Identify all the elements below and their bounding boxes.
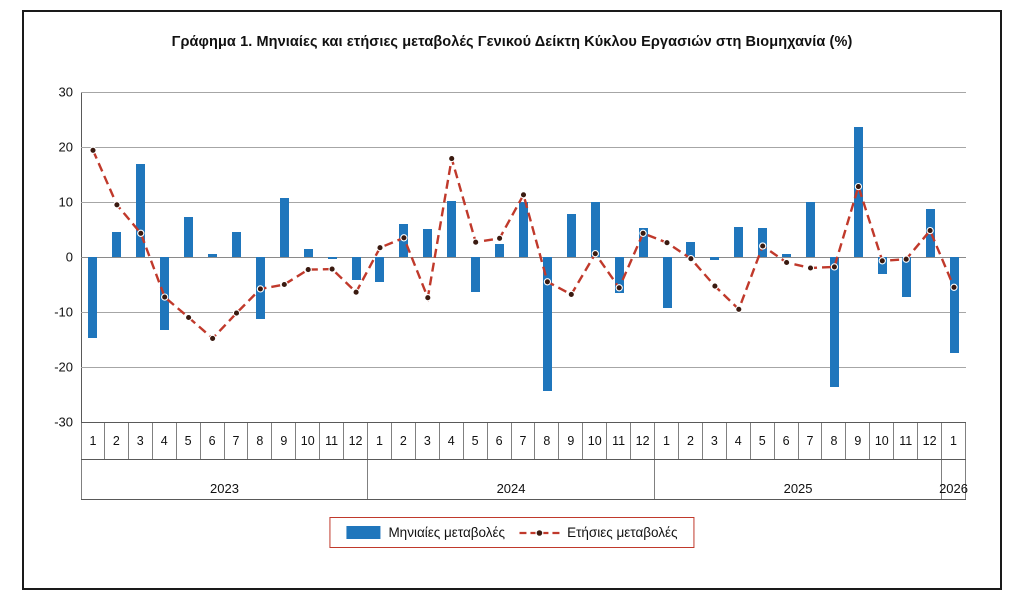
month-tick-label: 9 — [272, 423, 296, 459]
month-tick-label: 4 — [440, 423, 464, 459]
month-tick-label: 5 — [751, 423, 775, 459]
month-tick-label: 10 — [583, 423, 607, 459]
legend-item-annual — [519, 525, 678, 540]
y-axis-tick-label: 0 — [65, 249, 73, 265]
line-marker — [449, 156, 455, 162]
month-tick-label: 12 — [344, 423, 368, 459]
month-tick-label: 4 — [153, 423, 177, 459]
line-marker — [951, 284, 957, 290]
month-tick-label: 2 — [392, 423, 416, 459]
annual-change-line — [93, 150, 954, 338]
line-marker — [329, 266, 335, 272]
line-marker — [592, 251, 598, 257]
line-marker — [807, 265, 813, 271]
line-marker — [425, 295, 431, 301]
line-marker — [162, 294, 168, 300]
month-tick-label: 7 — [512, 423, 536, 459]
y-axis-tick-label: 10 — [58, 194, 73, 210]
month-tick-label: 9 — [559, 423, 583, 459]
line-marker — [640, 230, 646, 236]
y-axis-tick-label: 30 — [58, 84, 73, 100]
month-tick-label: 6 — [775, 423, 799, 459]
line-marker — [760, 243, 766, 249]
line-marker — [544, 279, 550, 285]
line-marker — [831, 264, 837, 270]
plot-area — [54, 84, 966, 430]
year-axis — [81, 460, 966, 500]
line-marker — [712, 283, 718, 289]
month-axis — [81, 422, 966, 460]
month-tick-label: 1 — [368, 423, 392, 459]
month-tick-label: 1 — [655, 423, 679, 459]
line-series — [81, 92, 966, 422]
month-tick-label: 12 — [918, 423, 942, 459]
month-tick-label: 9 — [846, 423, 870, 459]
line-marker — [855, 184, 861, 190]
line-marker — [233, 310, 239, 316]
line-marker — [520, 192, 526, 198]
legend-line-swatch-icon — [519, 527, 559, 539]
month-tick-label: 7 — [799, 423, 823, 459]
line-marker — [736, 306, 742, 312]
line-marker — [281, 281, 287, 287]
line-marker — [473, 239, 479, 245]
month-tick-label: 3 — [129, 423, 153, 459]
y-axis-tick-label: -30 — [54, 414, 73, 430]
line-marker — [114, 202, 120, 208]
line-marker — [784, 259, 790, 265]
month-tick-label: 12 — [631, 423, 655, 459]
line-marker — [688, 256, 694, 262]
line-marker — [903, 256, 909, 262]
line-marker — [879, 258, 885, 264]
legend-bar-swatch-icon — [346, 526, 380, 539]
year-tick-label: 2023 — [81, 460, 368, 499]
month-tick-label: 2 — [105, 423, 129, 459]
chart-legend — [329, 517, 694, 548]
y-axis-tick-label: -10 — [54, 304, 73, 320]
y-axis-tick-label: -20 — [54, 359, 73, 375]
legend-item-monthly — [346, 525, 505, 540]
month-tick-label: 11 — [320, 423, 344, 459]
month-tick-label: 5 — [177, 423, 201, 459]
legend-label-annual: Ετήσιες μεταβολές — [567, 525, 678, 540]
month-tick-label: 2 — [679, 423, 703, 459]
month-tick-label: 5 — [464, 423, 488, 459]
line-marker — [138, 230, 144, 236]
chart-title: Γράφημα 1. Μηνιαίες και ετήσιες μεταβολές Γενικού Δείκτη Κύκλου Εργασιών στη Βιομηχανία (%) — [171, 34, 853, 50]
line-marker — [305, 267, 311, 273]
month-tick-label: 8 — [822, 423, 846, 459]
line-marker — [568, 291, 574, 297]
year-tick-label: 2025 — [655, 460, 942, 499]
month-tick-label: 7 — [225, 423, 249, 459]
month-tick-label: 8 — [248, 423, 272, 459]
line-marker — [353, 289, 359, 295]
month-tick-label: 11 — [607, 423, 631, 459]
year-tick-label: 2026 — [942, 460, 966, 499]
month-tick-label: 3 — [416, 423, 440, 459]
month-tick-label: 10 — [296, 423, 320, 459]
legend-label-monthly: Μηνιαίες μεταβολές — [388, 525, 506, 540]
year-tick-label: 2024 — [368, 460, 655, 499]
line-marker — [401, 235, 407, 241]
line-marker — [497, 235, 503, 241]
month-tick-label: 1 — [81, 423, 105, 459]
month-tick-label: 3 — [703, 423, 727, 459]
line-marker — [927, 228, 933, 234]
line-marker — [616, 285, 622, 291]
month-tick-label: 1 — [942, 423, 966, 459]
line-marker — [257, 286, 263, 292]
line-marker — [377, 245, 383, 251]
month-tick-label: 4 — [727, 423, 751, 459]
month-tick-label: 10 — [870, 423, 894, 459]
month-tick-label: 6 — [201, 423, 225, 459]
month-tick-label: 6 — [488, 423, 512, 459]
month-tick-label: 8 — [535, 423, 559, 459]
month-tick-label: 11 — [894, 423, 918, 459]
line-marker — [664, 240, 670, 246]
line-marker — [90, 147, 96, 153]
line-marker — [186, 314, 192, 320]
chart-frame — [22, 10, 1002, 590]
y-axis-tick-label: 20 — [58, 139, 73, 155]
line-marker — [210, 335, 216, 341]
